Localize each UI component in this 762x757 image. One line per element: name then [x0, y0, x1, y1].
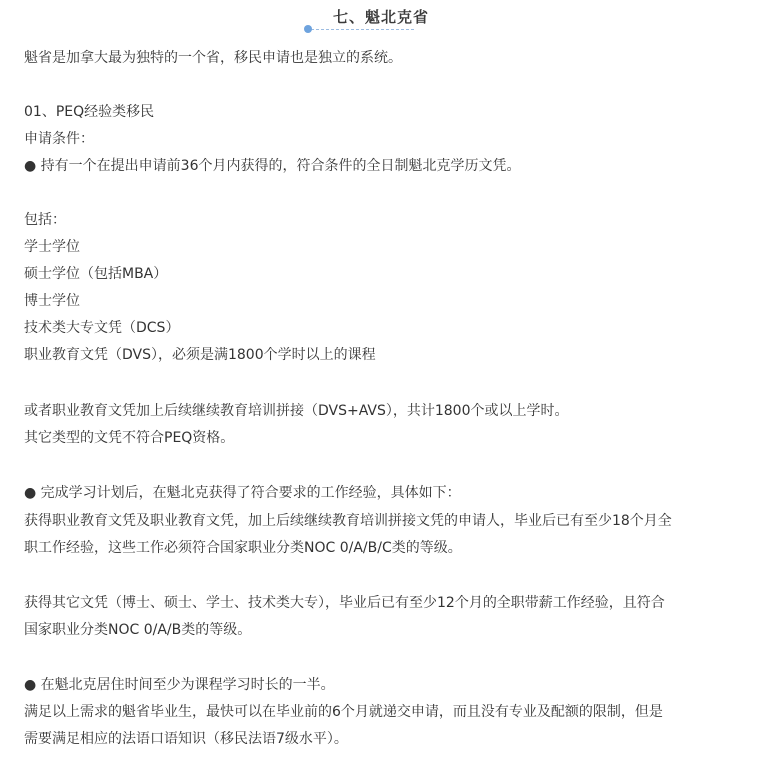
title-underline: [306, 29, 414, 30]
conditions-label: 申请条件：: [24, 131, 94, 147]
paragraph-line: 或者职业教育文凭加上后续继续教育培训拼接（DVS+AVS），共计1800个或以上学时。: [24, 403, 569, 419]
degree-item: 学士学位: [24, 239, 80, 255]
intro-paragraph: 魁省是加拿大最为独特的一个省，移民申请也是独立的系统。: [24, 50, 402, 66]
degree-item: 职业教育文凭（DVS），必须是满1800个学时以上的课程: [24, 347, 376, 363]
paragraph-line: 满足以上需求的魁省毕业生，最快可以在毕业前的6个月就递交申请，而且没有专业及配额的限制，但是: [24, 704, 663, 720]
condition-item: ● 在魁北克居住时间至少为课程学习时长的一半。: [24, 677, 335, 693]
section-title: 七、魁北克省: [332, 8, 429, 26]
paragraph-line: 职工作经验，这些工作必须符合国家职业分类NOC 0/A/B/C类的等级。: [24, 540, 462, 556]
degree-item: 技术类大专文凭（DCS）: [24, 320, 180, 336]
paragraph-line: 获得其它文凭（博士、硕士、学士、技术类大专），毕业后已有至少12个月的全职带薪工作经验，且符合: [24, 595, 665, 611]
includes-label: 包括：: [24, 212, 66, 228]
degree-item: 硕士学位（包括MBA）: [24, 266, 168, 282]
condition-item: ● 持有一个在提出申请前36个月内获得的，符合条件的全日制魁北克学历文凭。: [24, 158, 521, 174]
paragraph-line: 国家职业分类NOC 0/A/B类的等级。: [24, 622, 252, 638]
subsection-title: 01、PEQ经验类移民: [24, 104, 155, 120]
degree-item: 博士学位: [24, 293, 80, 309]
paragraph-line: 其它类型的文凭不符合PEQ资格。: [24, 430, 235, 446]
title-dot-icon: [304, 25, 312, 33]
paragraph-line: 需要满足相应的法语口语知识（移民法语7级水平）。: [24, 731, 348, 747]
section-header: [0, 0, 762, 40]
condition-item: ● 完成学习计划后，在魁北克获得了符合要求的工作经验，具体如下：: [24, 485, 461, 501]
paragraph-line: 获得职业教育文凭及职业教育文凭，加上后续继续教育培训拼接文凭的申请人，毕业后已有至少18个月全: [24, 513, 672, 529]
